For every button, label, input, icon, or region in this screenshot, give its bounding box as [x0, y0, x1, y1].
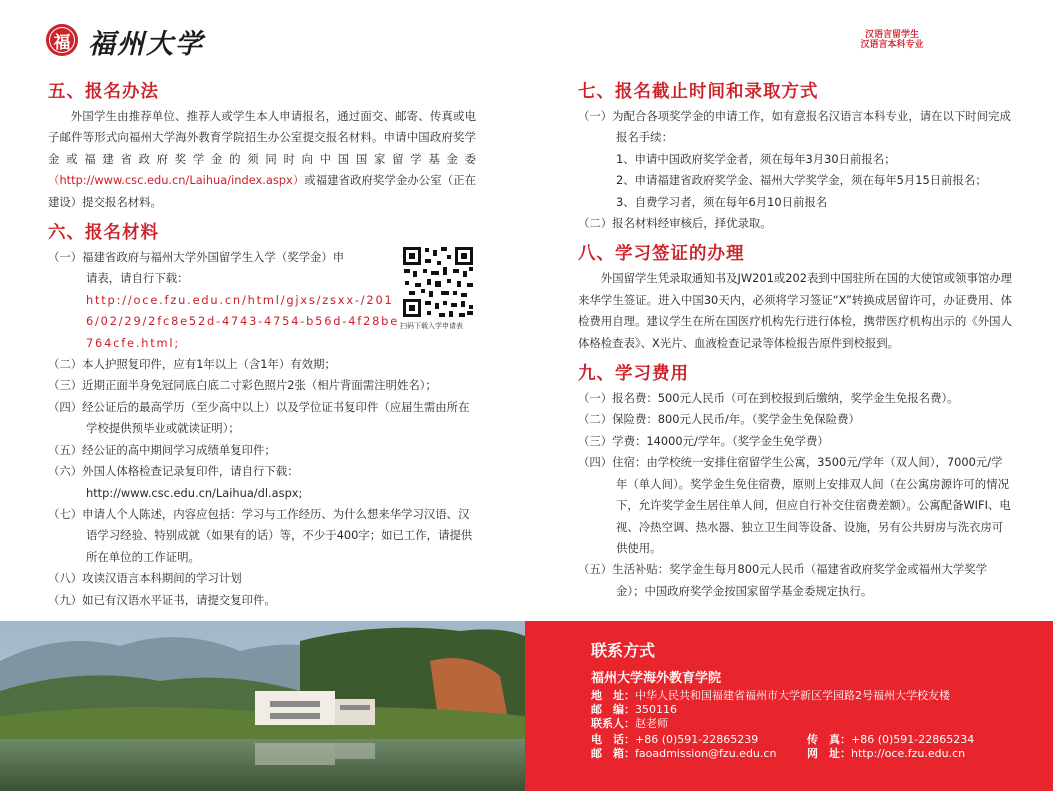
csc-link[interactable]: （http://www.csc.edu.cn/Laihua/index.aspx）	[48, 173, 305, 188]
list-item: （六）外国人体格检查记录复印件，请自行下载：	[48, 464, 299, 479]
deadline-item: 1、申请中国政府奖学金者，须在每年3月30日前报名；	[616, 151, 896, 166]
brochure-tag	[859, 30, 925, 50]
section5-body: 外国学生由推荐单位、推荐人或学生本人申请报名，通过面交、邮寄、传真或电子邮件等形式向福州大学海外教育学院招生办公室提交报名材料。申请中国政府奖学金或福建省政府奖学金的须同时向中国国家留学基金委（http://www.csc.edu.cn/Laihua/index.aspx）或福建省政府奖学金办公室（正在建设）提交报名材料。	[48, 109, 476, 209]
university-name-logo: 福州大学	[88, 29, 204, 60]
list-item-continuation: 请表，请自行下载：	[86, 271, 189, 286]
section5-title: 五、报名办法	[48, 82, 159, 102]
left-column	[48, 78, 476, 611]
list-item: （五）经公证的高中期间学习成绩单复印件；	[48, 442, 276, 457]
list-item: （三）学费：14000元/学年。（奖学金生免学费）	[578, 433, 829, 448]
health-form-link[interactable]: http://www.csc.edu.cn/Laihua/dl.aspx;	[86, 485, 303, 500]
list-item: （二）保险费：800元人民币/年。（奖学金生免保险费）	[578, 412, 860, 427]
brochure-tag-line1: 汉语言留学生	[864, 30, 919, 40]
contact-panel	[525, 621, 1053, 791]
email-line: 邮 箱：faoadmission@fzu.edu.cn	[591, 747, 777, 760]
section9-title: 九、学习费用	[578, 364, 689, 385]
list-item: （三）近期正面半身免冠同底白底二寸彩色照片2张（相片背面需注明姓名）；	[48, 378, 437, 393]
postcode-line: 邮 编：350116	[591, 703, 677, 716]
phone-line: 电 话：+86 (0)591-22865239	[591, 733, 759, 746]
list-item: （二）本人护照复印件，应有1年以上（含1年）有效期；	[48, 357, 336, 372]
list-item: （七）申请人个人陈述，内容应包括：学习与工作经历、为什么想来华学习汉语、汉语学习经验、特别成就（如果有的话）等，不少于400字；如已工作，请提供所在单位的工作证明。	[48, 506, 473, 564]
university-seal-logo: 福	[46, 24, 78, 56]
email-link[interactable]: faoadmission@fzu.edu.cn	[635, 747, 777, 760]
contact-person-line: 联系人：赵老师	[591, 717, 668, 730]
section7-title: 七、报名截止时间和录取方式	[578, 82, 819, 102]
section6-title: 六、报名材料	[48, 223, 159, 244]
brochure-tag-line2: 汉语言本科专业	[860, 40, 924, 50]
list-item: （九）如已有汉语水平证书，请提交复印件。	[48, 592, 276, 607]
list-item: （八）攻读汉语言本科期间的学习计划	[48, 571, 242, 586]
website-line: 网 址：http://oce.fzu.edu.cn	[807, 747, 966, 760]
list-item: （一）福建省政府与福州大学外国留学生入学（奖学金）申	[48, 250, 345, 265]
institution-name: 福州大学海外教育学院	[591, 671, 722, 686]
section8-body: 外国留学生凭录取通知书及JW201或202表到中国驻所在国的大使馆或领事馆办理来华学生签证。进入中国30天内，必须将学习签证“X”转换成居留许可，办证费用、体检费用自理。建议学生在所在国医疗机构先行进行体检，携带医疗机构出示的《外国人体格检查表》、X光片、血液检查记录等体检报告原件到校报到。	[578, 271, 1013, 350]
website-link[interactable]: http://oce.fzu.edu.cn	[851, 747, 966, 760]
list-item: （四）经公证后的最高学历（至少高中以上）以及学位证书复印件（应届生需由所在学校提供预毕业或就读证明）；	[48, 399, 470, 436]
deadline-item: 3、自费学习者，须在每年6月10日前报名	[616, 194, 828, 209]
list-item: （四）住宿：由学校统一安排住宿留学生公寓，3500元/学年（双人间），7000元/学年（单人间）。奖学金生免住宿费，原则上安排双人间（在公寓房源许可的情况下，允许奖学金生居住单人间，但应自行补交住宿费差额）。公寓配备WIFI、电视、冷热空调、热水器、独立卫生间等设备、设施，另有公共厨房与洗衣房可供使用。	[578, 455, 1011, 555]
deadline-item: 2、申请福建省政府奖学金、福州大学奖学金，须在每年5月15日前报名；	[616, 173, 987, 188]
list-item: （一）为配合各项奖学金的申请工作，如有意报名汉语言本科专业，请在以下时间完成报名手续：	[578, 109, 1011, 145]
contact-title: 联系方式	[591, 641, 656, 660]
section8-title: 八、学习签证的办理	[578, 244, 745, 265]
list-item: （二）报名材料经审核后，择优录取。	[578, 216, 772, 231]
phone-number[interactable]: +86 (0)591-22865239	[635, 733, 759, 746]
campus-photo	[0, 621, 525, 791]
qr-caption: 扫码下载入学申请表	[400, 322, 463, 330]
qr-code-image[interactable]	[401, 245, 475, 319]
list-item: （五）生活补贴：奖学金生每月800元人民币（福建省政府奖学金或福州大学奖学金）；中国政府奖学金按国家留学基金委规定执行。	[578, 562, 988, 598]
list-item: （一）报名费：500元人民币（可在到校报到后缴纳，奖学金生免报名费）。	[578, 391, 959, 406]
fax-line: 传 真：+86 (0)591-22865234	[807, 733, 975, 746]
right-column	[578, 78, 1012, 602]
application-form-link[interactable]: http://oce.fzu.edu.cn/html/gjxs/zsxx-/2016/02/29/2fc8e52d-4743-4754-b56d-4f28be764cfe.html;	[86, 292, 400, 350]
address-line: 地 址：中华人民共和国福建省福州市大学新区学园路2号福州大学校友楼	[591, 689, 950, 702]
